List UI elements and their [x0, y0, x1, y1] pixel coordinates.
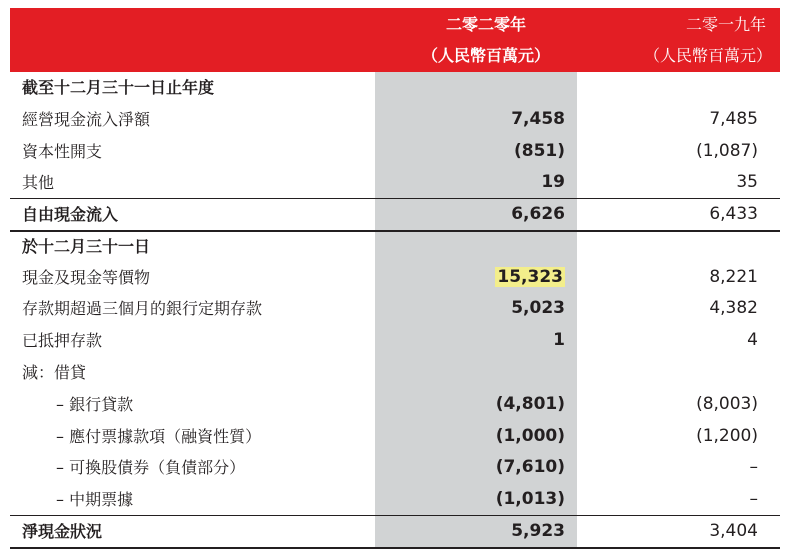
value-2020: (1,013): [495, 489, 565, 509]
row-label: 已抵押存款: [22, 331, 103, 350]
table-row: [10, 167, 780, 198]
row-label: – 可換股債券（負債部分）: [56, 458, 246, 477]
value-2019: (8,003): [696, 394, 758, 414]
value-2019: 6,433: [709, 204, 758, 224]
row-label: 存款期超過三個月的銀行定期存款: [22, 299, 263, 318]
table-row: [10, 484, 780, 515]
highlighted-value: 15,323: [497, 267, 563, 287]
value-2019: 35: [736, 172, 758, 192]
row-label: 現金及現金等價物: [22, 268, 151, 287]
value-2020: 19: [541, 172, 565, 192]
row-label: 減：借貸: [22, 363, 87, 382]
value-2019: (1,087): [696, 141, 758, 161]
table-row: [10, 136, 780, 167]
table-row-total: [10, 199, 780, 230]
table-row-total: [10, 516, 780, 547]
row-label: – 中期票據: [56, 490, 134, 509]
value-2019: (1,200): [696, 426, 758, 446]
row-label: 其他: [22, 173, 55, 192]
value-2020: (851): [513, 141, 565, 161]
value-2020: (4,801): [495, 394, 565, 414]
row-label: – 銀行貸款: [56, 395, 134, 414]
table-row: [10, 72, 780, 103]
value-2020: 6,626: [511, 204, 565, 224]
table-row: [10, 293, 780, 324]
value-2020: 5,923: [511, 521, 565, 541]
table-row: [10, 262, 780, 293]
table-row: [10, 452, 780, 483]
row-label: 經營現金流入淨額: [22, 110, 151, 129]
row-label: – 應付票據款項（融資性質）: [56, 427, 262, 446]
column-header-2019-unit: （人民幣百萬元）: [643, 46, 772, 65]
value-2020: (7,610): [495, 457, 565, 477]
value-2019: 8,221: [709, 267, 758, 287]
value-2020: (1,000): [495, 426, 565, 446]
value-2020: 7,458: [511, 109, 565, 129]
column-header-2020-year: 二零二零年: [445, 15, 526, 34]
table-row: [10, 389, 780, 420]
row-label: 資本性開支: [22, 142, 103, 161]
section-heading: 截至十二月三十一日止年度: [22, 78, 215, 97]
value-2019: 4: [747, 330, 758, 350]
value-2019: 3,404: [709, 521, 758, 541]
table-row: [10, 104, 780, 135]
table-row: [10, 357, 780, 388]
column-header-2019-year: 二零一九年: [685, 15, 766, 34]
row-label: 自由現金流入: [22, 205, 119, 224]
table-row: [10, 231, 780, 262]
table-row: [10, 325, 780, 356]
value-2020: 1: [553, 330, 565, 350]
table-header: [10, 8, 780, 72]
section-heading: 於十二月三十一日: [22, 237, 151, 256]
value-2020: 5,023: [511, 298, 565, 318]
value-2019: 7,485: [709, 109, 758, 129]
table-row: [10, 421, 780, 452]
row-label: 淨現金狀況: [22, 522, 103, 541]
row-divider: [10, 547, 780, 549]
value-2019: –: [749, 457, 758, 477]
column-header-2020-unit: （人民幣百萬元）: [421, 46, 550, 65]
value-2019: –: [749, 489, 758, 509]
value-2019: 4,382: [709, 298, 758, 318]
value-2020: [495, 262, 565, 293]
